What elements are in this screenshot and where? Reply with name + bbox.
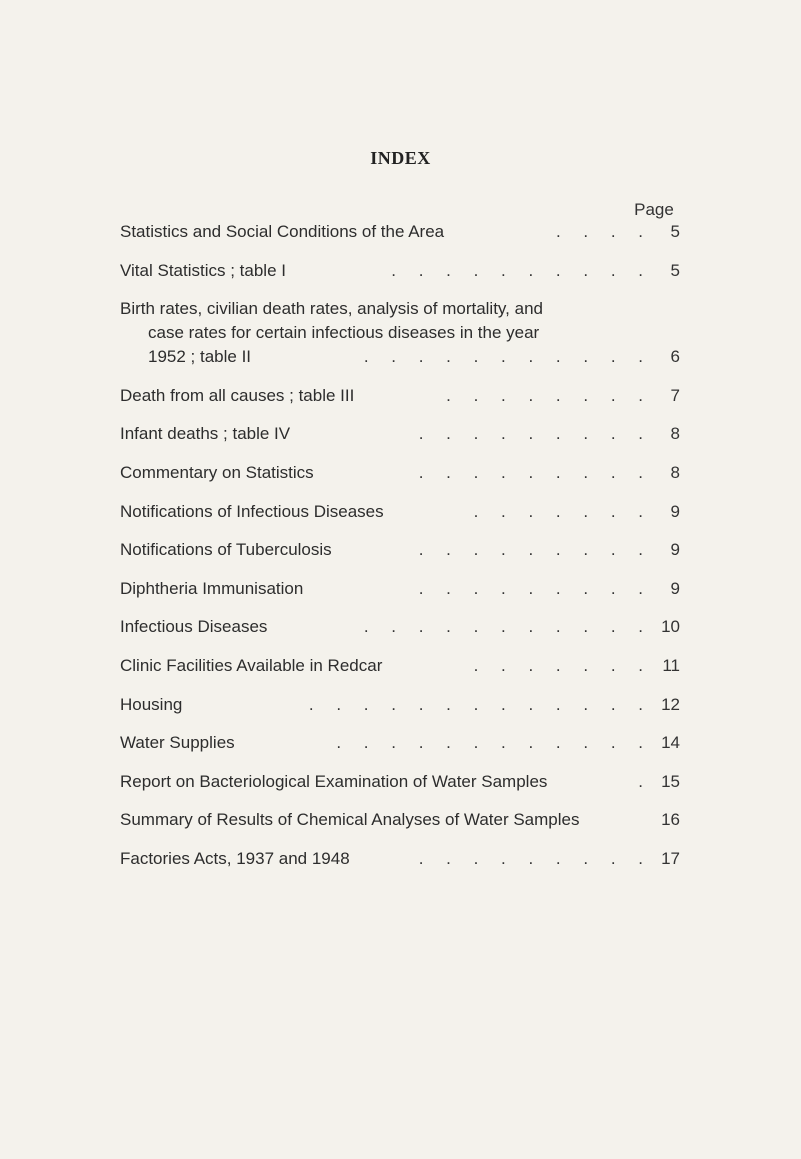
- entry-page-number: 8: [670, 462, 680, 482]
- entry-title: Summary of Results of Chemical Analyses of Water Samples: [120, 810, 580, 830]
- index-entry: [120, 615, 680, 639]
- page-title: INDEX: [370, 148, 431, 168]
- index-entry: [120, 693, 680, 717]
- entry-page-number: 15: [661, 771, 680, 791]
- leader-dots: . . . . . . . . . . . .: [336, 733, 652, 753]
- leader-dots: . . . . . . . . .: [418, 578, 652, 598]
- entry-page-number: 8: [670, 424, 680, 444]
- index-list: [120, 220, 680, 886]
- leader-dots: . . . . . . .: [473, 501, 652, 521]
- index-entry: [120, 577, 680, 601]
- entry-title: Infant deaths ; table IV: [120, 424, 291, 444]
- leader-dots: . . . . . . . . .: [418, 848, 652, 868]
- index-entry: [120, 538, 680, 562]
- entry-last-line: [120, 345, 680, 369]
- leader-dots: . . . . . . . . . . . . .: [308, 694, 652, 714]
- index-entry: [120, 770, 680, 794]
- entry-title: Infectious Diseases: [120, 617, 268, 637]
- entry-page-number: 14: [661, 733, 680, 753]
- entry-title: Notifications of Infectious Diseases: [120, 501, 384, 521]
- index-entry: [120, 259, 680, 283]
- entry-title: Factories Acts, 1937 and 1948: [120, 848, 350, 868]
- index-entry: [120, 220, 680, 244]
- entry-page-number: 16: [661, 810, 680, 830]
- index-entry: [120, 422, 680, 446]
- leader-dots: . . . . . . . . .: [418, 540, 652, 560]
- entry-title: Water Supplies: [120, 733, 235, 753]
- entry-page-number: 12: [661, 694, 680, 714]
- index-entry: [120, 731, 680, 755]
- entry-title: Housing: [120, 694, 183, 714]
- leader-dots: .: [638, 771, 652, 791]
- index-entry: [120, 500, 680, 524]
- index-entry: [120, 297, 680, 369]
- index-entry: [120, 654, 680, 678]
- entry-page-number: 6: [670, 347, 680, 367]
- entry-title-line: case rates for certain infectious diseases in the year: [148, 323, 540, 343]
- leader-dots: . . . . . . . . . .: [391, 260, 652, 280]
- index-entry: [120, 384, 680, 408]
- entry-title-line: Birth rates, civilian death rates, analysis of mortality, and: [120, 299, 543, 319]
- index-entry: [120, 847, 680, 871]
- index-entry: [120, 808, 680, 832]
- entry-page-number: 9: [670, 578, 680, 598]
- entry-title: Commentary on Statistics: [120, 462, 314, 482]
- entry-page-number: 17: [661, 848, 680, 868]
- index-entry: [120, 461, 680, 485]
- leader-dots: . . . . . . . . .: [418, 424, 652, 444]
- leader-dots: . . . . . . . . .: [418, 462, 652, 482]
- leader-dots: . . . . . . . .: [446, 385, 652, 405]
- entry-page-number: 9: [670, 501, 680, 521]
- entry-page-number: 5: [670, 260, 680, 280]
- leader-dots: . . . . . . . . . . .: [363, 347, 652, 367]
- entry-title: Diphtheria Immunisation: [120, 578, 304, 598]
- entry-page-number: 9: [670, 540, 680, 560]
- entry-page-number: 7: [670, 385, 680, 405]
- entry-title: Vital Statistics ; table I: [120, 260, 286, 280]
- entry-title: Notifications of Tuberculosis: [120, 540, 332, 560]
- entry-title: Clinic Facilities Available in Redcar: [120, 655, 383, 675]
- entry-page-number: 5: [670, 222, 680, 241]
- entry-title-line: 1952 ; table II: [148, 347, 252, 367]
- entry-page-number: 10: [661, 617, 680, 637]
- leader-dots: . . . . . . .: [473, 655, 652, 675]
- entry-title: Death from all causes ; table III: [120, 385, 355, 405]
- entry-title: Report on Bacteriological Examination of Water Samples: [120, 771, 548, 791]
- leader-dots: . . . . . . . . . . .: [363, 617, 652, 637]
- entry-title: Statistics and Social Conditions of the Area: [120, 222, 445, 241]
- page-column-heading: Page: [634, 200, 674, 219]
- leader-dots: . . . .: [555, 222, 652, 241]
- entry-page-number: 11: [662, 655, 680, 675]
